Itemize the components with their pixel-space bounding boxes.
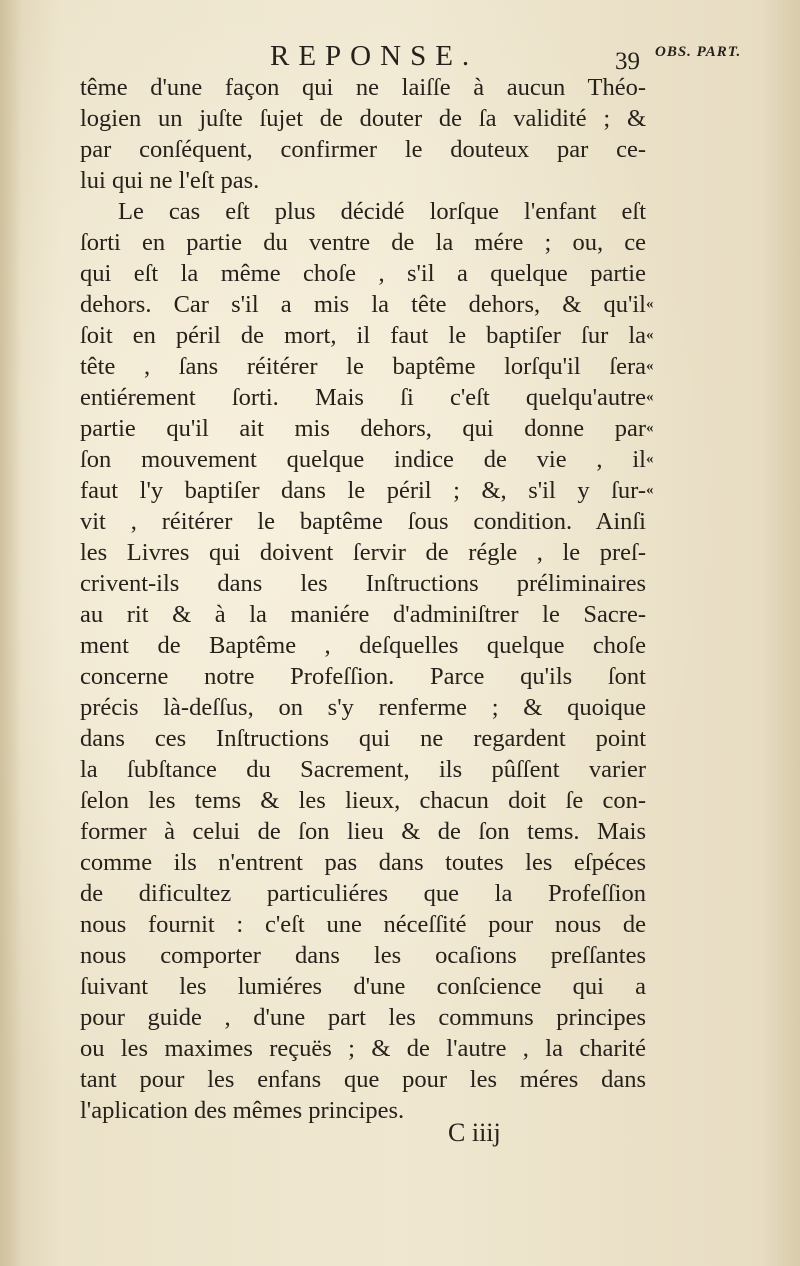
quotation-mark: « <box>646 327 654 343</box>
text-line: concerne notre Profeſſion. Parce qu'ils ſont <box>80 663 646 690</box>
text-line: ou les maximes reçuës ; & de l'autre , la charité <box>80 1035 646 1062</box>
margin-header: OBS. PART. <box>655 44 742 60</box>
quotation-mark: « <box>646 451 654 467</box>
text-line: au rit & à la maniére d'adminiſtrer le Sacre- <box>80 601 646 628</box>
text-line: tant pour les enfans que pour les méres dans <box>80 1066 646 1093</box>
text-line: former à celui de ſon lieu & de ſon tems. Mais <box>80 818 646 845</box>
text-line: ſelon les tems & les lieux, chacun doit ſe con- <box>80 787 646 814</box>
text-line: par conſéquent, confirmer le douteux par ce- <box>80 136 646 163</box>
running-head: REPONSE. <box>270 40 479 72</box>
text-line: nous comporter dans les ocaſions preſſantes <box>80 942 646 969</box>
body-text <box>80 72 646 1126</box>
quotation-mark: « <box>646 358 654 374</box>
text-line: comme ils n'entrent pas dans toutes les eſpéces <box>80 849 646 876</box>
text-line: ſuivant les lumiéres d'une conſcience qui a <box>80 973 646 1000</box>
text-line: qui eſt la même choſe , s'il a quelque partie <box>80 260 646 287</box>
text-line: ſon mouvement quelque indice de vie , il <box>80 446 646 473</box>
quotation-mark: « <box>646 296 654 312</box>
text-line: vit , réitérer le baptême ſous condition. Ainſi <box>80 508 646 535</box>
margin-quotation-marks <box>646 289 676 506</box>
text-line: logien un juſte ſujet de douter de ſa validité ; & <box>80 105 646 132</box>
page-number: 39 <box>615 48 640 75</box>
text-line: entiérement ſorti. Mais ſi c'eſt quelqu'autre <box>80 384 646 411</box>
text-line: de dificultez particuliéres que la Profeſſion <box>80 880 646 907</box>
text-line: ſoit en péril de mort, il faut le baptiſer ſur la <box>80 322 646 349</box>
text-line: dans ces Inſtructions qui ne regardent point <box>80 725 646 752</box>
text-line: dehors. Car s'il a mis la tête dehors, & qu'il <box>80 291 646 318</box>
text-line: précis là-deſſus, on s'y renferme ; & quoique <box>80 694 646 721</box>
signature-mark: C iiij <box>448 1118 501 1147</box>
text-line: l'aplication des mêmes principes. <box>80 1097 405 1124</box>
text-line: tête , ſans réitérer le baptême lorſqu'il ſera <box>80 353 646 380</box>
text-line: crivent-ils dans les Inſtructions préliminaires <box>80 570 646 597</box>
text-line: les Livres qui doivent ſervir de régle , le preſ- <box>80 539 646 566</box>
text-line: pour guide , d'une part les communs principes <box>80 1004 646 1031</box>
text-line: faut l'y baptiſer dans le péril ; &, s'il y ſur- <box>80 477 646 504</box>
page-gutter-shadow <box>0 0 22 1266</box>
text-line: ment de Baptême , deſquelles quelque choſe <box>80 632 646 659</box>
text-line: nous fournit : c'eſt une néceſſité pour nous de <box>80 911 646 938</box>
text-line: lui qui ne l'eſt pas. <box>80 167 260 194</box>
text-line: la ſubſtance du Sacrement, ils pûſſent varier <box>80 756 646 783</box>
quotation-mark: « <box>646 482 654 498</box>
text-line: ſorti en partie du ventre de la mére ; ou, ce <box>80 229 646 256</box>
paragraph-first-line: Le cas eſt plus décidé lorſque l'enfant eſt <box>118 198 646 225</box>
quotation-mark: « <box>646 420 654 436</box>
text-line: tême d'une façon qui ne laiſſe à aucun Théo- <box>80 74 646 101</box>
quotation-mark: « <box>646 389 654 405</box>
text-line: partie qu'il ait mis dehors, qui donne par <box>80 415 646 442</box>
